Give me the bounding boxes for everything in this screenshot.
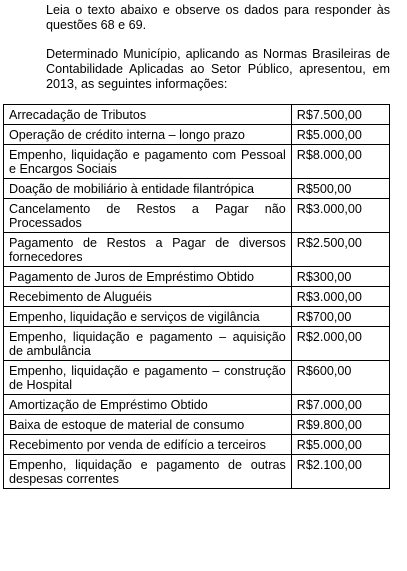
row-value: R$3.000,00 [291, 287, 389, 307]
row-description: Cancelamento de Restos a Pagar não Processados [4, 199, 292, 233]
intro-paragraph-2: Determinado Município, aplicando as Normas Brasileiras de Contabilidade Aplicadas ao Setor Público, apresentou, em 2013, as seguintes informações: [46, 47, 390, 91]
row-description: Baixa de estoque de material de consumo [4, 415, 292, 435]
row-value: R$600,00 [291, 361, 389, 395]
table-row [4, 415, 390, 435]
row-description: Pagamento de Restos a Pagar de diversos fornecedores [4, 233, 292, 267]
table-row [4, 267, 390, 287]
table-row [4, 287, 390, 307]
row-value: R$3.000,00 [291, 199, 389, 233]
row-value: R$5.000,00 [291, 435, 389, 455]
row-description: Empenho, liquidação e pagamento de outras despesas correntes [4, 455, 292, 489]
row-value: R$2.100,00 [291, 455, 389, 489]
row-description: Empenho, liquidação e pagamento com Pessoal e Encargos Sociais [4, 145, 292, 179]
table-row [4, 361, 390, 395]
row-value: R$500,00 [291, 179, 389, 199]
table-row [4, 327, 390, 361]
row-value: R$700,00 [291, 307, 389, 327]
row-description: Pagamento de Juros de Empréstimo Obtido [4, 267, 292, 287]
table-row [4, 179, 390, 199]
row-value: R$7.500,00 [291, 105, 389, 125]
table-row [4, 435, 390, 455]
information-table [3, 104, 390, 489]
row-description: Amortização de Empréstimo Obtido [4, 395, 292, 415]
table-row [4, 145, 390, 179]
row-description: Empenho, liquidação e serviços de vigilância [4, 307, 292, 327]
row-value: R$2.000,00 [291, 327, 389, 361]
row-value: R$7.000,00 [291, 395, 389, 415]
row-description: Empenho, liquidação e pagamento – construção de Hospital [4, 361, 292, 395]
intro-paragraph-1: Leia o texto abaixo e observe os dados para responder às questões 68 e 69. [46, 3, 390, 32]
table-row [4, 125, 390, 145]
row-value: R$9.800,00 [291, 415, 389, 435]
row-description: Arrecadação de Tributos [4, 105, 292, 125]
row-description: Empenho, liquidação e pagamento – aquisição de ambulância [4, 327, 292, 361]
table-row [4, 307, 390, 327]
table-row [4, 233, 390, 267]
table-row [4, 395, 390, 415]
row-value: R$5.000,00 [291, 125, 389, 145]
row-value: R$2.500,00 [291, 233, 389, 267]
row-description: Operação de crédito interna – longo prazo [4, 125, 292, 145]
table-row [4, 199, 390, 233]
row-description: Recebimento de Aluguéis [4, 287, 292, 307]
intro-text [46, 3, 390, 92]
table-row [4, 455, 390, 489]
row-description: Recebimento por venda de edifício a terceiros [4, 435, 292, 455]
row-value: R$8.000,00 [291, 145, 389, 179]
row-value: R$300,00 [291, 267, 389, 287]
table-row [4, 105, 390, 125]
row-description: Doação de mobiliário à entidade filantrópica [4, 179, 292, 199]
